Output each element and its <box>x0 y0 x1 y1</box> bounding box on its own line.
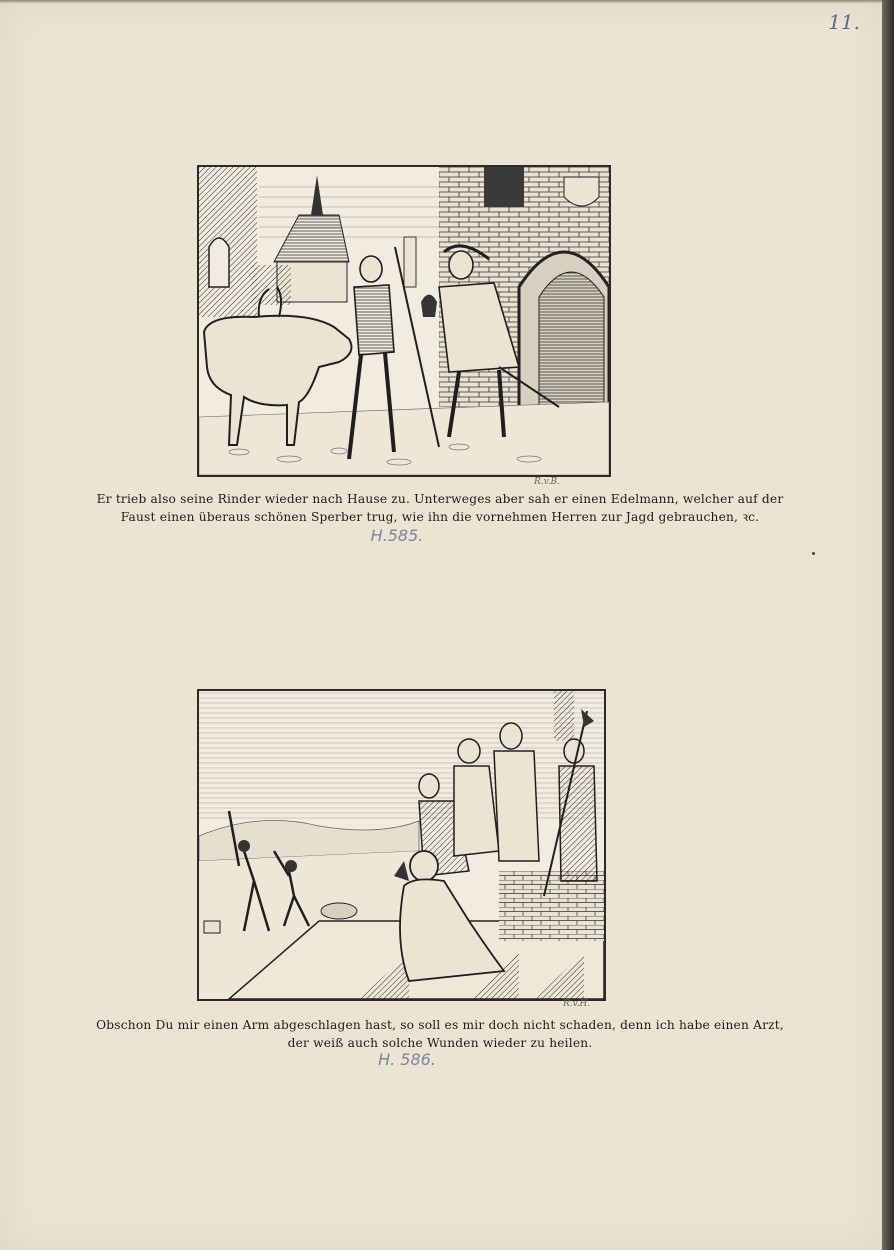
caption-line: Obschon Du mir einen Arm abgeschlagen hast, so soll es mir doch nicht schaden, denn ich habe einen Arzt, <box>96 1018 784 1032</box>
handwritten-catalog-number: H.585. <box>370 526 424 545</box>
illustration-ox-and-nobleman <box>197 165 611 477</box>
engraver-signature: R.v.B. <box>534 477 560 487</box>
caption-line: Faust einen überaus schönen Sperber trug, wie ihn die vornehmen Herren zur Jagd gebrauchen, ꝛc. <box>120 510 760 524</box>
paper-speck <box>812 552 815 555</box>
engraving-ox-and-nobleman <box>199 167 609 475</box>
book-spine-edge <box>882 0 894 1250</box>
caption-line: der weiß auch solche Wunden wieder zu heilen. <box>287 1036 593 1050</box>
handwritten-catalog-number: H. 586. <box>378 1050 436 1069</box>
page-top-edge <box>0 0 882 4</box>
page-number: 11. <box>828 10 860 34</box>
caption-line: Er trieb also seine Rinder wieder nach Hause zu. Unterweges aber sah er einen Edelmann, welcher auf der <box>96 492 784 506</box>
engraving-kneeling-man <box>199 691 604 999</box>
caption <box>60 490 820 526</box>
engraver-signature: R.v.H. <box>563 999 591 1009</box>
caption <box>60 1016 820 1052</box>
illustration-kneeling-man <box>197 689 606 1001</box>
